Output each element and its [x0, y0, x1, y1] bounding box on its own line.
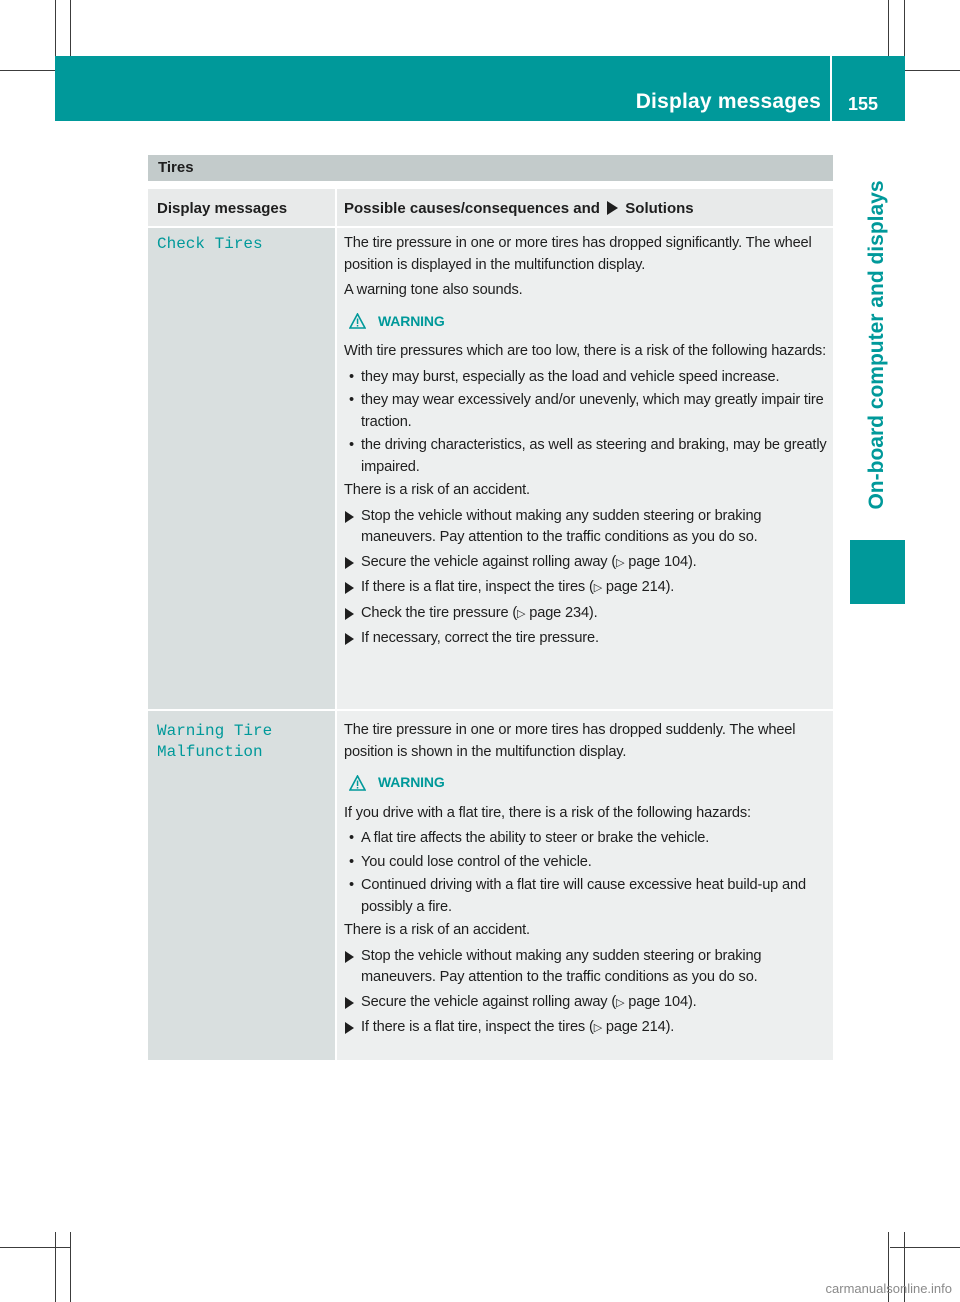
column-header-display — [148, 189, 335, 226]
crop-mark — [70, 1232, 71, 1302]
crop-mark — [0, 1247, 70, 1248]
list-item: • they may wear excessively and/or unevenly, which may greatly impair tire traction. — [344, 390, 827, 433]
section-title-bar — [148, 155, 833, 181]
action-step-text: If there is a flat tire, inspect the tires ( — [361, 1019, 594, 1035]
column-header-causes-label — [344, 200, 694, 217]
page-number: 155 — [847, 94, 878, 114]
display-message — [157, 721, 272, 763]
warning-heading — [349, 772, 827, 794]
page-ref-icon: ▷ — [616, 556, 625, 569]
page-reference[interactable]: page 214). — [605, 579, 675, 595]
action-arrow-icon — [345, 1022, 354, 1034]
risk-text: There is a risk of an accident. — [344, 482, 530, 498]
action-step — [344, 552, 827, 575]
page-ref-icon: ▷ — [593, 1022, 602, 1034]
cause-text: The tire pressure in one or more tires has dropped suddenly. The wheel position is shown in the multifunction display. — [344, 722, 796, 760]
page-reference[interactable]: page 104). — [628, 553, 697, 570]
page-ref-icon: ▷ — [593, 582, 602, 594]
action-arrow-icon — [345, 633, 354, 645]
section-title: Tires — [158, 159, 194, 176]
column-header-causes-prefix: Possible causes/consequences and — [344, 200, 600, 217]
warning-label: WARNING — [378, 312, 445, 329]
action-step-text: Stop the vehicle without making any sudden steering or braking maneuvers. Pay attention to the traffic conditions as you do so. — [361, 947, 762, 985]
action-arrow-icon — [345, 582, 354, 594]
action-step — [344, 506, 827, 549]
warning-text: With tire pressures which are too low, there is a risk of the following hazards: — [344, 343, 826, 359]
action-arrow-icon — [607, 201, 618, 215]
action-step-text: Secure the vehicle against rolling away ( — [361, 553, 617, 570]
table-row-message-cell — [148, 228, 335, 709]
action-arrow-icon — [345, 608, 354, 620]
crop-mark — [890, 1247, 960, 1248]
source-watermark: carmanualsonline.info — [825, 1281, 952, 1296]
cause-text: A warning tone also sounds. — [344, 282, 523, 298]
crop-mark — [55, 1232, 56, 1302]
page-header — [55, 56, 905, 121]
display-message-line: Malfunction — [157, 743, 263, 761]
list-item: • A flat tire affects the ability to steer or brake the vehicle. — [344, 828, 827, 850]
list-item: • You could lose control of the vehicle. — [344, 852, 827, 874]
action-step-text: If necessary, correct the tire pressure. — [361, 630, 599, 646]
warning-label: WARNING — [378, 774, 445, 790]
action-step — [344, 603, 827, 626]
action-step — [344, 992, 827, 1015]
row-content — [344, 720, 827, 1043]
cause-text: The tire pressure in one or more tires has dropped significantly. The wheel position is displayed in the multifunction display. — [344, 235, 812, 273]
display-message-line: Warning Tire — [157, 722, 273, 740]
column-header-display-label: Display messages — [157, 200, 288, 217]
column-header-causes — [337, 189, 833, 226]
list-item: • Continued driving with a flat tire will cause excessive heat build-up and possibly a fire. — [344, 875, 827, 918]
warning-heading — [349, 311, 827, 333]
warning-triangle-icon — [349, 313, 366, 329]
warning-triangle-icon — [349, 775, 366, 791]
action-arrow-icon — [345, 511, 354, 523]
page-ref-icon: ▷ — [616, 996, 625, 1009]
page-reference[interactable]: page 104). — [628, 993, 697, 1010]
page-reference[interactable]: page 234). — [529, 604, 598, 621]
table-row-content-cell — [337, 228, 833, 709]
table-row-content-cell — [337, 711, 833, 1060]
column-header-causes-suffix: Solutions — [625, 200, 694, 217]
crop-mark — [70, 0, 71, 56]
chapter-side-label: On-board computer and displays — [865, 180, 888, 510]
action-step-text: Check the tire pressure ( — [361, 604, 518, 621]
action-arrow-icon — [345, 951, 354, 963]
chapter-tab — [850, 540, 905, 604]
action-step-text: Stop the vehicle without making any sudden steering or braking maneuvers. Pay attention to the traffic conditions as you do so. — [361, 507, 762, 545]
action-arrow-icon — [345, 997, 354, 1009]
page-title: Display messages — [635, 90, 821, 113]
page-reference[interactable]: page 214). — [605, 1019, 675, 1035]
action-step — [344, 628, 827, 650]
action-step-text: If there is a flat tire, inspect the tires ( — [361, 579, 594, 595]
risk-text: There is a risk of an accident. — [344, 922, 530, 938]
page-ref-icon: ▷ — [517, 607, 526, 620]
row-content — [344, 233, 827, 653]
action-step-text: Secure the vehicle against rolling away ( — [361, 993, 617, 1010]
list-item: • the driving characteristics, as well as steering and braking, may be greatly impaired. — [344, 435, 827, 478]
list-item: • they may burst, especially as the load and vehicle speed increase. — [344, 367, 827, 389]
action-arrow-icon — [345, 557, 354, 569]
crop-mark — [888, 0, 889, 56]
display-message: Check Tires — [157, 235, 263, 253]
warning-text: If you drive with a flat tire, there is a risk of the following hazards: — [344, 804, 751, 821]
header-divider — [830, 56, 832, 121]
action-step — [344, 577, 827, 600]
table-row-message-cell — [148, 711, 335, 1060]
action-step — [344, 1017, 827, 1040]
action-step — [344, 946, 827, 989]
